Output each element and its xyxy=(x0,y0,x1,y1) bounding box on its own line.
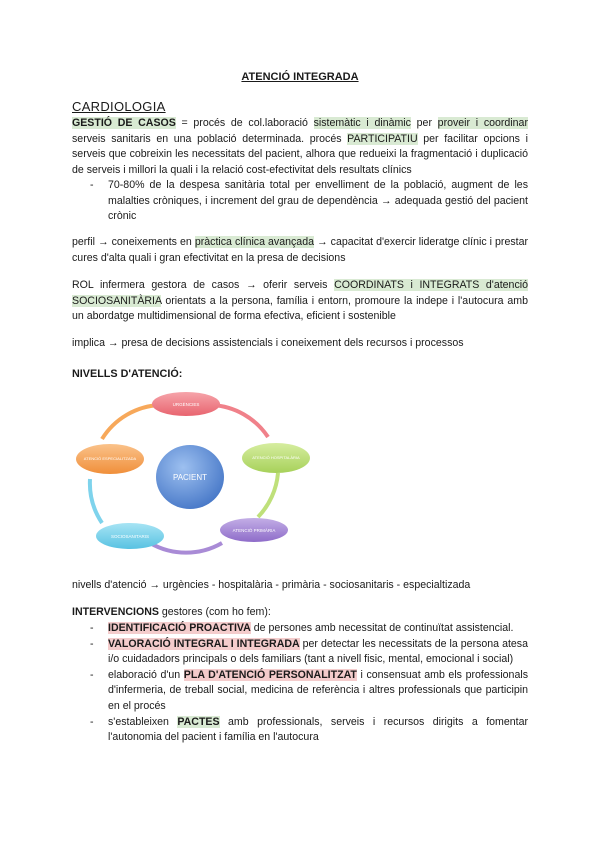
text-run: ROL infermera gestora de casos → oferir serveis xyxy=(72,279,335,291)
section-heading: CARDIOLOGIA xyxy=(72,99,166,114)
text-run: s'estableixen xyxy=(108,715,178,728)
highlight: VALORACIÓ INTEGRAL I INTEGRADA xyxy=(108,637,300,650)
text-run: perfil → coneixements en xyxy=(72,236,195,248)
list-item: - 70-80% de la despesa sanitària total per envelliment de la població, augment de les malalties cròniques, i increment del grau de dependència → adequada gestió del pacient crònic xyxy=(90,178,528,225)
ring-arc-urgencies xyxy=(212,405,268,437)
list-item xyxy=(90,668,528,715)
text-run: orientats a la persona, família i entorn, promoure la indepe i l'autocura amb un abordatge multidimensional de forma efectiva, eficient i sostenible xyxy=(72,294,528,323)
gestio-label: GESTIÓ DE CASOS xyxy=(72,117,176,129)
text-run: serveis sanitaris en una població determinada. procés xyxy=(72,132,348,145)
ring-arc-hospitalaria xyxy=(258,473,278,517)
text-run: gestores (com ho fem): xyxy=(158,606,271,618)
text-run: de persones amb necessitat de continuïtat assistencial. xyxy=(250,622,514,634)
nivells-diagram xyxy=(72,391,312,569)
highlight: COORDINATS i INTEGRATS d'atenció SOCIOSANITÀRIA xyxy=(72,279,528,307)
ring-arc-sociosanitaris xyxy=(90,479,102,523)
list-item xyxy=(90,621,528,637)
intervencions-label: INTERVENCIONS xyxy=(72,606,159,618)
highlight: PLA D'ATENCIÓ PERSONALITZAT xyxy=(183,668,357,681)
rol-paragraph xyxy=(72,278,528,325)
nivells-heading: NIVELLS D'ATENCIÓ: xyxy=(72,368,183,380)
text-run: per facilitar opcions i serveis que cobreixin les necessitats del pacient, alhora que redueixi la fragmentació i duplicació de serveis i millori la quali i la relació cost-efectivitat dels resultats clínics xyxy=(72,132,528,176)
highlight: sistemàtic i dinàmic xyxy=(313,117,411,129)
highlight: pràctica clínica avançada xyxy=(194,236,314,248)
highlight: PACTES xyxy=(177,715,220,728)
ring-arc-especialitzada xyxy=(102,405,160,439)
highlight: IDENTIFICACIÓ PROACTIVA xyxy=(108,622,251,634)
text-run: = procés de col.laboració xyxy=(175,117,314,129)
gestio-bullets xyxy=(90,178,528,225)
text-run: per detectar les necessitats de la persona atesa i/o cuidadadors principals o dels familiars (tant a nivell fisic, mental, emocional i social) xyxy=(108,637,528,666)
ring-arc-primaria xyxy=(150,543,222,553)
highlight: PARTICIPATIU xyxy=(347,132,418,145)
node-label: ATENCIÓ HOSPITALÀRIA xyxy=(252,455,300,460)
node-label: SOCIOSANITARIS xyxy=(111,534,149,539)
text-run: per xyxy=(410,117,438,129)
node-label: URGÈNCIES xyxy=(172,402,200,407)
text-run: i consensuat amb els professionals d'infermeria, de treball social, medicina de referència i altres professionals que participin en el procés xyxy=(108,668,528,712)
gestio-paragraph xyxy=(72,116,528,178)
text-run: → capacitat d'exercir lideratge clínic i prestar cures d'alta quali i gran efectivitat en la presa de decisions xyxy=(72,236,529,264)
node-label: ATENCIÓ PRIMÀRIA xyxy=(232,528,276,533)
highlight: proveir i coordinar xyxy=(437,117,528,129)
node-label: ATENCIÓ ESPECIALITZADA xyxy=(83,456,137,461)
perfil-paragraph xyxy=(72,235,528,266)
nivells-text: nivells d'atenció → urgències - hospitalària - primària - sociosanitaris - especialtizada xyxy=(72,579,471,591)
text-run: amb professionals, serveis i recursos dirigits a fomentar l'autonomia del pacient i família en l'autocura xyxy=(108,715,529,744)
text-run: elaboració d'un xyxy=(108,668,184,681)
page-title: ATENCIÓ INTEGRADA xyxy=(241,71,359,83)
center-label: PACIENT xyxy=(172,473,208,482)
intervencions-heading xyxy=(72,605,528,621)
implica-paragraph: implica → presa de decisions assistencials i coneixement dels recursos i processos xyxy=(72,337,464,349)
list-item xyxy=(90,637,528,668)
intervencions-list xyxy=(90,621,528,746)
list-item xyxy=(90,715,528,746)
